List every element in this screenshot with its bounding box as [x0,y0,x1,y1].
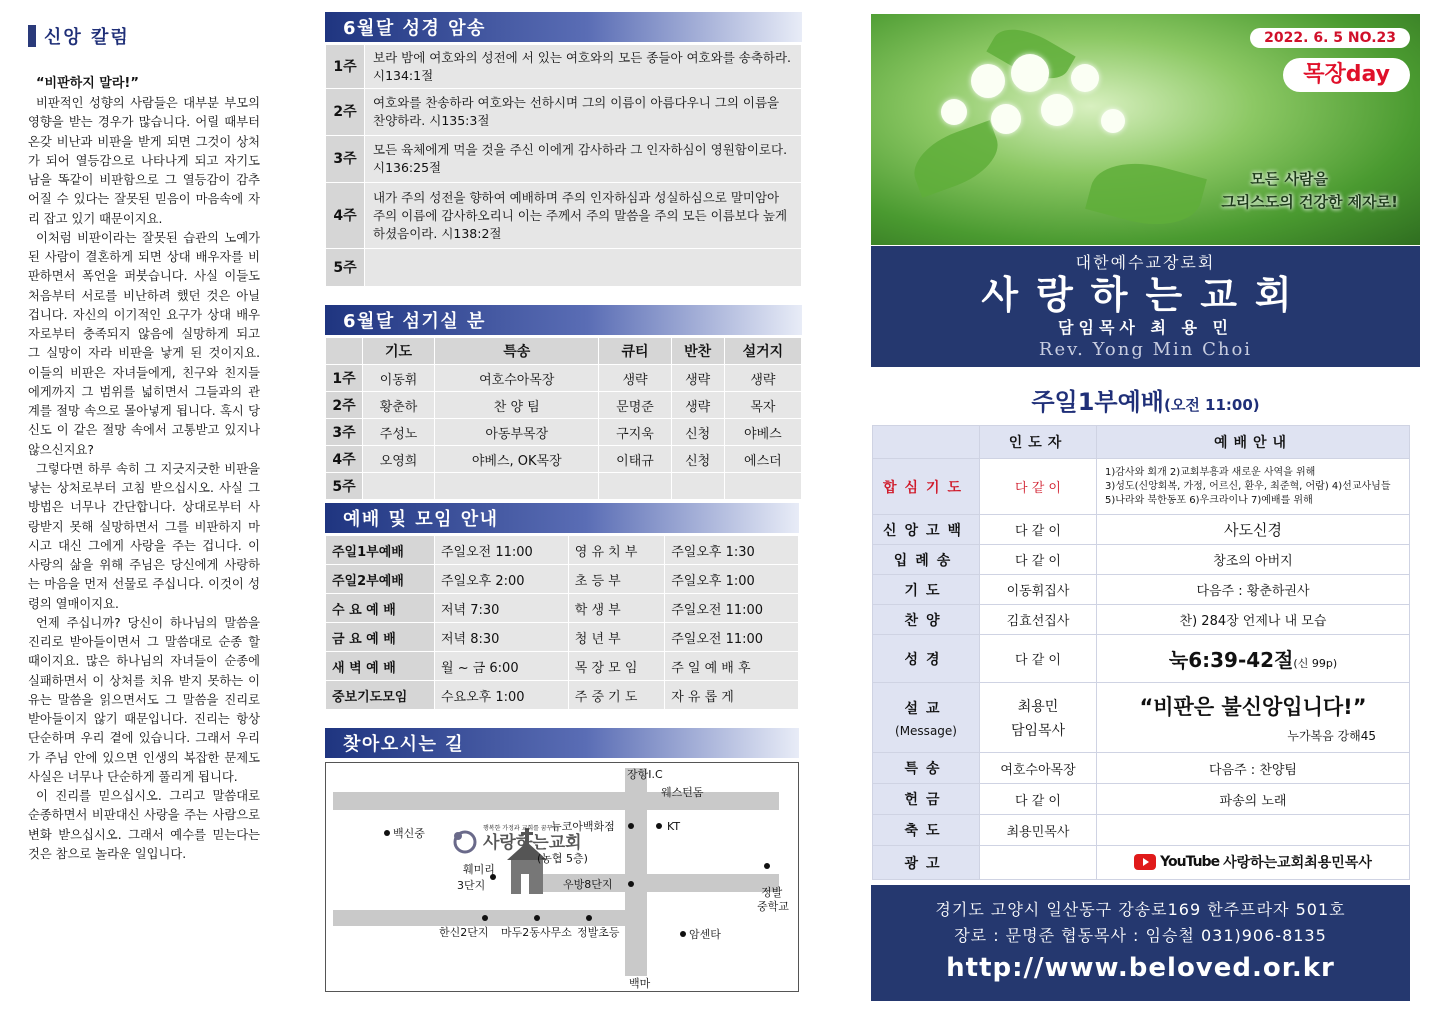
service-item: 특송 [873,753,980,784]
table-row [326,392,802,419]
service-item: 성경 [873,635,980,683]
leaf-decoration [1085,151,1207,237]
dept-name: 학 생 부 [568,594,664,623]
service-detail [1097,846,1410,880]
memory-verse-section [325,12,802,287]
label-amcenter: 암센타 [689,928,721,941]
label-church-tagline: 행복한 가정과 교회를 꿈꾸는 [483,825,559,832]
sermon-series: 누가복음 강해45 [1287,729,1376,743]
denomination: 대한예수교장로회 [1075,253,1216,272]
service-header: 예배안내 [1097,426,1410,459]
service-leader [980,683,1097,753]
service-leader: 다 같 이 [980,515,1097,545]
week-cell: 1주 [326,365,363,392]
column-paragraph: 비판적인 성향의 사람들은 대부분 부모의 영향을 받는 경우가 많습니다. 어릴 때부터 온갖 비난과 비판을 받게 되면 그것이 상처가 되어 열등감으로 나타나게 되고 자기도 남을 똑같이 비판함으로 그 열등감이 감추어질 수 있다는 잘못된 믿음이 마음속에 자리 잡고 있기 때문이지요. [28,96,260,226]
service-leader: 다 같 이 [980,635,1097,683]
sermon-title: “비판은 불신앙입니다!” [1139,695,1367,719]
blossom-decoration [1041,94,1073,126]
dept-name: 주 중 기 도 [568,681,664,710]
column-body [28,94,260,864]
duty-cell: 생략 [671,365,724,392]
duty-section [325,305,802,500]
table-header-row [873,426,1410,459]
duty-cell: 아동부목장 [435,419,599,446]
meeting-name: 주일1부예배 [326,536,435,565]
table-row [326,681,799,710]
slogan-line: 모든 사람을 [1250,170,1328,188]
location-dot-icon [764,863,770,869]
meeting-name: 수 요 예 배 [326,594,435,623]
table-row [326,652,799,681]
service-leader [980,846,1097,880]
faith-column [28,22,260,864]
location-dot-icon [534,915,540,921]
duty-header [326,338,363,365]
duty-cell: 이태규 [599,446,671,473]
column-paragraph: 이 진리를 믿으십시오. 그리고 말씀대로 순종하면서 비판대신 사랑을 주는 사람으로 변화 받으십시오. 그래서 예수를 믿는다는 것은 참으로 놀라운 일입니다. [28,789,260,861]
scripture-page: (신 99p) [1293,657,1338,670]
column-paragraph: 언제 주십니까? 당신이 하나님의 말씀을 진리로 받아들이면서 그 말씀대로 순종 할 때이지요. 많은 하나님의 자녀들이 순종에 실패하면서 이 상처를 치유 받지 못하는 이유는 말씀을 읽으면서도 그 말씀을 진리로 받아들이지 않기 때문입니다. 진리는 항상 단순하며 우리 곁에 있습니다. 그래서 우리가 주님 안에 있으면 인생의 복잡한 문제도 사실은 너무나 단순하게 풀리게 됩니다. [28,615,260,784]
service-item: 헌금 [873,784,980,815]
verse-cell: 내가 주의 성전을 향하여 예배하며 주의 인자하심과 성실하심으로 말미암아 주의 이름에 감사하오리니 이는 주께서 주의 말씀을 주의 모든 이름보다 높게 하셨음이라. 시138:2절 [365,183,802,249]
prayer-topic: 5)나라와 북한동포 6)우크라이나 7)예배를 위해 [1105,494,1313,506]
duty-cell [363,473,435,500]
table-row [326,249,802,287]
week-cell: 4주 [326,183,365,249]
table-row [326,623,799,652]
week-cell: 5주 [326,249,365,287]
column-subtitle: “비판하지 말라!” [36,76,139,91]
table-row [326,536,799,565]
label-hansin: 한신2단지 [439,926,489,939]
table-row [326,446,802,473]
blossom-decoration [1101,109,1125,133]
label-hwimiri-3: 3단지 [457,879,486,892]
blossom-decoration [971,64,1005,98]
meeting-time: 저녁 8:30 [435,623,569,652]
service-detail: 사도신경 [1097,515,1410,545]
footer-banner [871,885,1410,1001]
table-row [873,459,1410,515]
label-newcore: 뉴코아백화점 [551,820,615,833]
service-leader: 김효선집사 [980,605,1097,635]
duty-cell: 목자 [724,392,801,419]
meeting-name: 중보기도모임 [326,681,435,710]
duty-cell: 생략 [724,365,801,392]
location-dot-icon [586,915,592,921]
preacher-title: 담임목사 [1010,722,1066,739]
location-dot-icon [482,915,488,921]
map-title: 찾아오시는 길 [325,728,799,758]
duty-cell: 주성노 [363,419,435,446]
table-row [873,605,1410,635]
week-cell: 5주 [326,473,363,500]
week-cell: 2주 [326,392,363,419]
dept-name: 영 유 치 부 [568,536,664,565]
table-row [873,635,1410,683]
duty-cell [724,473,801,500]
duty-cell: 생략 [599,365,671,392]
service-detail: 다음주 : 찬양팀 [1097,753,1410,784]
hero-image [871,14,1420,245]
label-woobang: 우방8단지 [563,878,613,891]
duty-cell: 야베스 [724,419,801,446]
location-dot-icon [656,823,662,829]
memory-table [325,44,802,287]
column-paragraph: 이처럼 비판이라는 잘못된 습관의 노예가 된 사람이 결혼하게 되면 상대 배우자를 비판하면서 폭언을 퍼붓습니다. 사실 이들도 처음부터 서로를 비난하려 했던 것은 아닐 겁니다. 자신의 이기적인 요구가 상대 배우자로부터 충족되지 않음에 실망하게 되고 그 실망이 자라 비판을 낳게 된 것이지요. 이들의 비판은 자녀들에게, 친구와 친지들에게까지 그 범위를 넓히면서 그들과의 관계를 절망 속으로 몰아넣게 됩니다. 혹시 당신도 이 같은 절망 속에서 고통받고 있지나 않으신지요? [28,230,260,457]
service-detail [1097,459,1410,515]
blossom-decoration [1011,54,1049,92]
dept-time: 주일오전 11:00 [665,623,799,652]
label-jeongbal: 정발 [761,886,783,899]
youtube-wordmark: YouTube [1160,853,1220,870]
service-header [873,426,980,459]
table-row [873,515,1410,545]
duty-header: 반찬 [671,338,724,365]
service-detail: 창조의 아버지 [1097,545,1410,575]
duty-cell: 구지욱 [599,419,671,446]
meeting-name: 새 벽 예 배 [326,652,435,681]
meeting-time: 월 ~ 금 6:00 [435,652,569,681]
duty-cell: 신청 [671,446,724,473]
church-name: 사랑하는교회 [981,272,1310,317]
service-detail [1097,683,1410,753]
table-row [326,594,799,623]
slogan [1221,168,1398,214]
service-item [873,683,980,753]
service-item: 찬양 [873,605,980,635]
directions-map [325,762,799,992]
service-item: 광고 [873,846,980,880]
duty-cell: 문명준 [599,392,671,419]
service-leader: 이동휘집사 [980,575,1097,605]
slogan-line: 그리스도의 건강한 제자로! [1221,193,1398,211]
blossom-decoration [991,104,1021,134]
table-row [326,45,802,89]
location-dot-icon [384,830,390,836]
location-dot-icon [628,881,634,887]
column-paragraph: 그렇다면 하루 속히 그 지긋지긋한 비판을 낳는 상처로부터 고침 받으십시오. 사실 그 방법은 너무나 간단합니다. 상대로부터 사랑받지 못해 실망하면서 그를 비판하지 마시고 대신 그에게 사랑을 주는 겁니다. 이 사랑의 삶을 위해 주님은 당신에게 사랑하는 마음을 먼저 선물로 주십니다. 이것이 성령의 열매이지요. [28,461,260,611]
table-row [873,753,1410,784]
duty-cell: 신청 [671,419,724,446]
service-item: 기도 [873,575,980,605]
service-item: 입례송 [873,545,980,575]
dept-time: 주일오후 1:00 [665,565,799,594]
dept-time: 주일오전 11:00 [665,594,799,623]
church-website-link[interactable]: http://www.beloved.or.kr [946,953,1335,983]
scripture-reference: 눅6:39-42절 [1168,648,1294,672]
duty-cell [435,473,599,500]
table-row [873,815,1410,846]
verse-cell: 모든 육체에게 먹을 것을 주신 이에게 감사하라 그 인자하심이 영원함이로다. 시136:25절 [365,136,802,183]
meeting-time: 저녁 7:30 [435,594,569,623]
dept-time: 주일오후 1:30 [665,536,799,565]
worship-section [325,503,799,710]
service-leader: 최용민목사 [980,815,1097,846]
label-baeksin: 백신중 [393,827,425,840]
table-row [326,473,802,500]
service-time: (오전 11:00) [1163,396,1260,414]
prayer-topic: 1)감사와 회개 2)교회부흥과 새로운 사역을 위해 [1105,466,1316,478]
duty-cell: 찬 양 팀 [435,392,599,419]
duty-table [325,337,802,500]
service-detail: 파송의 노래 [1097,784,1410,815]
duty-cell [671,473,724,500]
verse-cell: 보라 밤에 여호와의 성전에 서 있는 여호와의 모든 종들아 여호와를 송축하라. 시134:1절 [365,45,802,89]
duty-title: 6월달 섬기실 분 [325,305,802,335]
prayer-topic: 3)성도(신앙회복, 가정, 어르신, 환우, 최준혁, 어람) 4)선교사님들 [1105,480,1391,492]
sermon-label-english: (Message) [895,723,957,738]
duty-header: 설거지 [724,338,801,365]
worship-table [325,535,799,710]
table-row [326,365,802,392]
duty-cell: 이동휘 [363,365,435,392]
duty-cell: 오영희 [363,446,435,473]
title-bar-decoration [28,25,36,47]
table-row [326,419,802,446]
table-row [326,89,802,136]
column-title: 신앙 칼럼 [44,27,130,48]
meeting-time: 주일오전 11:00 [435,536,569,565]
day-label-badge: 목장day [1283,58,1410,92]
dept-name: 목 장 모 임 [568,652,664,681]
pastor-name: 담임목사 최 용 민 [1058,318,1233,337]
meeting-name: 주일2부예배 [326,565,435,594]
duty-header: 큐티 [599,338,671,365]
service-detail: 찬) 284장 언제나 내 모습 [1097,605,1410,635]
location-dot-icon [680,931,686,937]
service-item: 축도 [873,815,980,846]
service-leader: 다 같 이 [980,459,1097,515]
blossom-decoration [1071,64,1099,92]
label-church: 사랑하는교회 [483,833,582,853]
channel-name: 사랑하는교회최용민목사 [1223,854,1372,871]
label-kt: KT [667,820,681,833]
church-address: 경기도 고양시 일산동구 강송로169 한주프라자 501호 [935,900,1346,919]
map-section [325,728,799,758]
youtube-channel-link[interactable] [1134,852,1372,872]
sermon-label: 설교 [904,700,948,717]
duty-cell: 야베스, OK목장 [435,446,599,473]
duty-cell: 에스더 [724,446,801,473]
table-row [873,784,1410,815]
dept-name: 청 년 부 [568,623,664,652]
service-leader: 다 같 이 [980,545,1097,575]
label-jeongbal-middle: 중학교 [757,900,789,913]
table-row [873,683,1410,753]
meeting-time: 주일오후 2:00 [435,565,569,594]
label-baekma: 백마 [629,977,651,990]
preacher-name: 최용민 [1017,698,1059,715]
meeting-name: 금 요 예 배 [326,623,435,652]
week-cell: 2주 [326,89,365,136]
table-row [873,545,1410,575]
table-row [326,136,802,183]
blossom-decoration [941,99,967,125]
church-banner [871,246,1420,367]
dept-time: 주 일 예 배 후 [665,652,799,681]
memory-title: 6월달 성경 암송 [325,12,802,42]
dept-name: 초 등 부 [568,565,664,594]
service-title [871,382,1420,417]
table-row [873,575,1410,605]
label-madu: 마두2동사무소 [501,926,572,939]
verse-cell [365,249,802,287]
table-row [326,565,799,594]
service-detail: 다음주 : 황춘하권사 [1097,575,1410,605]
label-hwimiri: 훼미리 [463,863,495,876]
service-leader: 여호수아목장 [980,753,1097,784]
service-header: 인도자 [980,426,1097,459]
week-cell: 3주 [326,419,363,446]
pastor-name-english: Rev. Yong Min Choi [1038,339,1253,360]
label-church-floor: (농협 5층) [537,852,588,865]
issue-date-badge: 2022. 6. 5 NO.23 [1250,28,1410,48]
label-western-dome: 웨스턴돔 [661,786,704,799]
table-header-row [326,338,802,365]
service-item: 신앙고백 [873,515,980,545]
service-order-table [872,425,1410,880]
service-leader: 다 같 이 [980,784,1097,815]
duty-header: 특송 [435,338,599,365]
leaf-decoration [905,120,1007,198]
service-item: 합심기도 [873,459,980,515]
week-cell: 4주 [326,446,363,473]
verse-cell: 여호와를 찬송하라 여호와는 선하시며 그의 이름이 아름다우니 그의 이름을 찬양하라. 시135:3절 [365,89,802,136]
church-contacts: 장로 : 문명준 협동목사 : 임승철 031)906-8135 [954,926,1327,945]
duty-cell: 황춘하 [363,392,435,419]
table-row [326,183,802,249]
duty-header: 기도 [363,338,435,365]
location-dot-icon [628,823,634,829]
duty-cell: 여호수아목장 [435,365,599,392]
youtube-play-icon [1134,854,1156,870]
meeting-time: 수요오후 1:00 [435,681,569,710]
road-shape [333,910,625,926]
duty-cell: 생략 [671,392,724,419]
service-detail [1097,815,1410,846]
week-cell: 1주 [326,45,365,89]
table-row [873,846,1410,880]
week-cell: 3주 [326,136,365,183]
worship-title: 예배 및 모임 안내 [325,503,799,533]
dept-time: 자 유 롭 게 [665,681,799,710]
duty-cell [599,473,671,500]
label-jeongbal-elem: 정발초등 [577,926,620,939]
service-detail [1097,635,1410,683]
label-jangang-ic: 장항I.C [627,768,663,781]
service-name: 주일1부예배 [1031,388,1164,416]
